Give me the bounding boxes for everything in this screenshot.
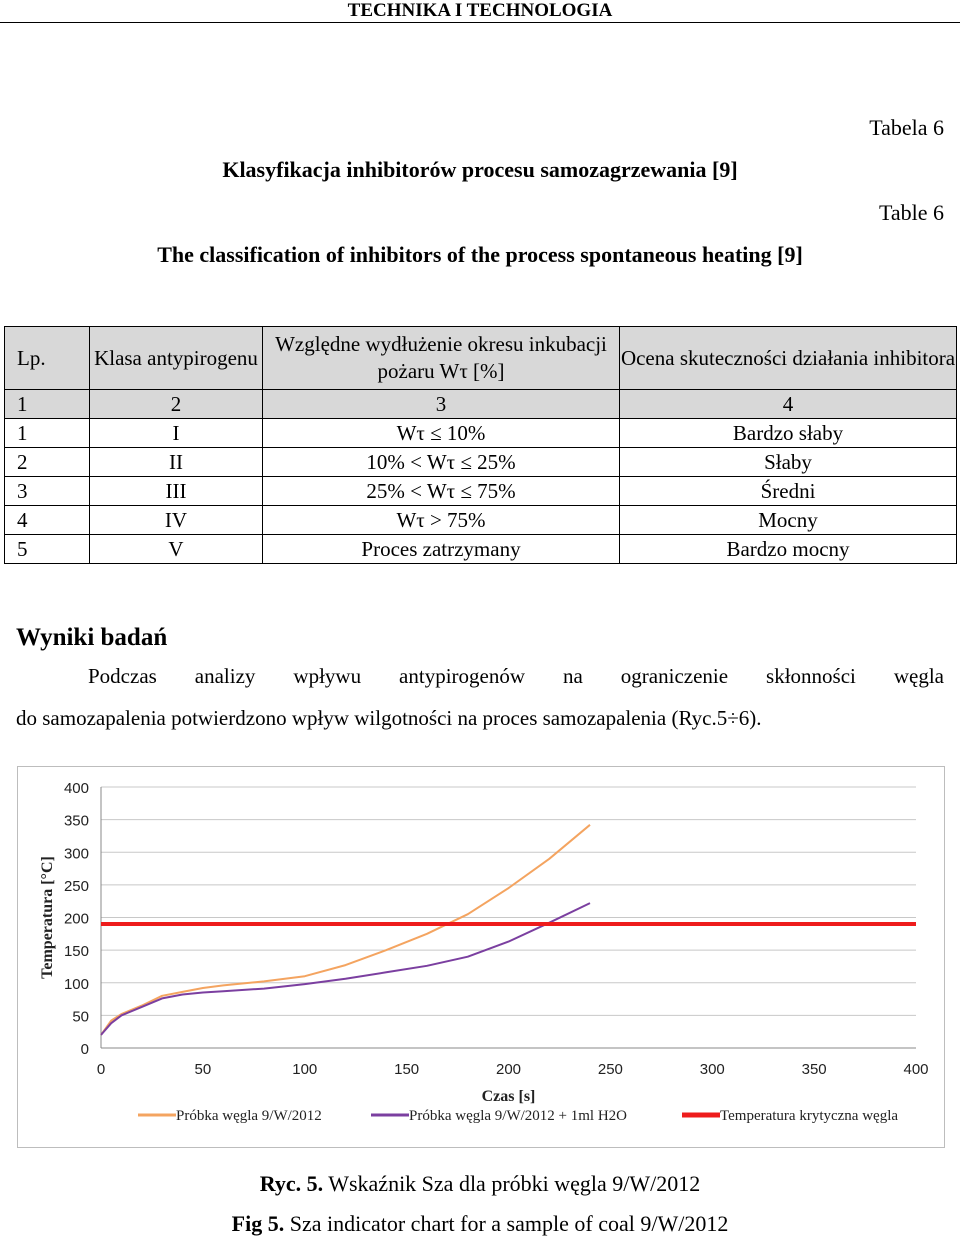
table-cell: 4 — [5, 506, 90, 535]
table-cell: 5 — [5, 535, 90, 564]
table-header-row — [5, 327, 957, 390]
x-tick-label: 150 — [394, 1061, 420, 1078]
column-number: 1 — [5, 390, 90, 419]
table-cell: III — [90, 477, 263, 506]
table-cell: Wτ > 75% — [263, 506, 620, 535]
table-cell: 3 — [5, 477, 90, 506]
caption-label: Fig 5. — [231, 1211, 285, 1236]
x-tick-label: 350 — [801, 1061, 827, 1078]
y-tick-label: 150 — [63, 943, 89, 961]
table-cell: IV — [90, 506, 263, 535]
x-tick-label: 200 — [495, 1061, 522, 1078]
table-number-en: Table 6 — [878, 200, 944, 225]
x-tick-label: 50 — [194, 1061, 212, 1078]
y-tick-label: 250 — [63, 877, 89, 895]
table-row — [5, 419, 957, 448]
figure-caption-pl — [0, 1171, 960, 1197]
y-tick-label: 200 — [63, 910, 89, 928]
running-header: TECHNIKA I TECHNOLOGIA — [0, 0, 960, 23]
column-number: 3 — [263, 390, 620, 419]
table-cell: Bardzo mocny — [620, 535, 957, 564]
table-cell: Mocny — [620, 506, 957, 535]
column-number: 4 — [620, 390, 957, 419]
table-cell: Średni — [620, 477, 957, 506]
caption-text: Sza indicator chart for a sample of coal 9/W/2012 — [284, 1211, 729, 1236]
header-assessment: Ocena skuteczności działania inhibitora — [620, 327, 957, 390]
table-cell: Proces zatrzymany — [263, 535, 620, 564]
x-tick-label: 250 — [597, 1061, 623, 1078]
classification-table — [4, 326, 957, 564]
paragraph-line: do samozapalenia potwierdzono wpływ wilgotności na proces samozapalenia (Ryc.5÷6). — [16, 706, 762, 730]
table-title-pl: Klasyfikacja inhibitorów procesu samozagrzewania [9] — [222, 157, 738, 182]
figure-caption-en — [0, 1211, 960, 1237]
table-cell: 25% < Wτ ≤ 75% — [263, 477, 620, 506]
table-row — [5, 477, 957, 506]
table-cell: 1 — [5, 419, 90, 448]
y-tick-label: 400 — [63, 780, 89, 797]
table-cell: Wτ ≤ 10% — [263, 419, 620, 448]
table-cell: Bardzo słaby — [620, 419, 957, 448]
table-cell: Słaby — [620, 448, 957, 477]
table-cell: 10% < Wτ ≤ 25% — [263, 448, 620, 477]
y-tick-label: 50 — [72, 1008, 89, 1026]
table-number-pl: Tabela 6 — [869, 115, 944, 140]
legend-label: Próbka węgla 9/W/2012 + 1ml H2O — [409, 1108, 628, 1124]
chart-frame — [17, 766, 945, 1148]
table-cell: II — [90, 448, 263, 477]
y-tick-label: 100 — [63, 975, 89, 993]
legend-label: Próbka węgla 9/W/2012 — [176, 1108, 322, 1124]
table-row — [5, 506, 957, 535]
header-lp: Lp. — [5, 327, 90, 390]
series-line-sample — [101, 825, 590, 1035]
caption-text: Wskaźnik Sza dla próbki węgla 9/W/2012 — [323, 1171, 701, 1196]
caption-label: Ryc. 5. — [259, 1171, 324, 1196]
legend-label: Temperatura krytyczna węgla — [720, 1108, 899, 1124]
table-title-en: The classification of inhibitors of the process spontaneous heating [9] — [157, 242, 803, 267]
x-tick-label: 100 — [292, 1061, 318, 1078]
x-axis-label: Czas [s] — [481, 1088, 536, 1105]
table-cell: V — [90, 535, 263, 564]
y-tick-label: 350 — [63, 812, 89, 830]
temperature-chart — [18, 767, 944, 1147]
x-tick-label: 0 — [96, 1061, 106, 1078]
column-number: 2 — [90, 390, 263, 419]
table-cell: I — [90, 419, 263, 448]
table-row — [5, 535, 957, 564]
y-axis-label: Temperatura [°C] — [39, 856, 56, 979]
table-row — [5, 448, 957, 477]
paragraph-line: Podczas analizy wpływu antypirogenów na ograniczenie skłonności węgla — [88, 664, 944, 688]
section-title: Wyniki badań — [16, 624, 168, 651]
x-tick-label: 300 — [699, 1061, 725, 1078]
header-class: Klasa antypirogenu — [90, 327, 263, 390]
table-column-numbers-row — [5, 390, 957, 419]
y-tick-label: 300 — [63, 845, 89, 863]
y-tick-label: 0 — [80, 1041, 89, 1058]
header-extension: Względne wydłużenie okresu inkubacji pożaru Wτ [%] — [263, 327, 620, 390]
x-tick-label: 400 — [903, 1061, 929, 1078]
table-cell: 2 — [5, 448, 90, 477]
